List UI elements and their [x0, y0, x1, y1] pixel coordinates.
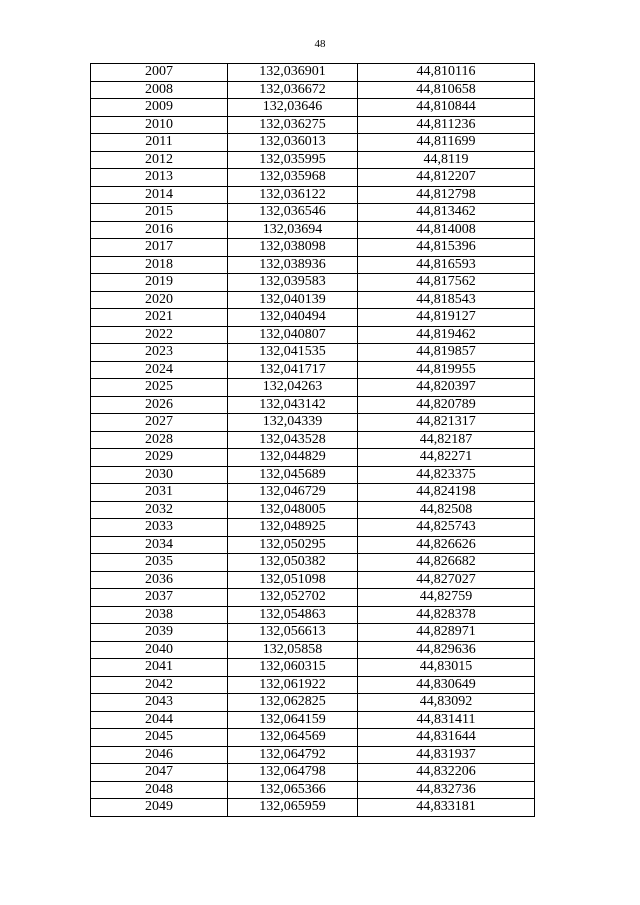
latitude-cell: 44,830649 [358, 676, 535, 694]
table-row [91, 326, 535, 344]
longitude-cell: 132,036901 [228, 64, 358, 82]
table-row [91, 274, 535, 292]
table-row [91, 799, 535, 817]
point-number-cell: 2036 [91, 571, 228, 589]
point-number-cell: 2040 [91, 641, 228, 659]
latitude-cell: 44,831411 [358, 711, 535, 729]
point-number-cell: 2039 [91, 624, 228, 642]
point-number-cell: 2045 [91, 729, 228, 747]
latitude-cell: 44,810658 [358, 81, 535, 99]
point-number-cell: 2012 [91, 151, 228, 169]
longitude-cell: 132,045689 [228, 466, 358, 484]
longitude-cell: 132,062825 [228, 694, 358, 712]
longitude-cell: 132,052702 [228, 589, 358, 607]
point-number-cell: 2020 [91, 291, 228, 309]
table-row [91, 344, 535, 362]
latitude-cell: 44,828378 [358, 606, 535, 624]
longitude-cell: 132,035968 [228, 169, 358, 187]
point-number-cell: 2037 [91, 589, 228, 607]
point-number-cell: 2010 [91, 116, 228, 134]
latitude-cell: 44,823375 [358, 466, 535, 484]
longitude-cell: 132,036546 [228, 204, 358, 222]
point-number-cell: 2025 [91, 379, 228, 397]
table-row [91, 589, 535, 607]
longitude-cell: 132,040139 [228, 291, 358, 309]
longitude-cell: 132,040494 [228, 309, 358, 327]
longitude-cell: 132,040807 [228, 326, 358, 344]
latitude-cell: 44,825743 [358, 519, 535, 537]
table-row [91, 414, 535, 432]
longitude-cell: 132,048005 [228, 501, 358, 519]
point-number-cell: 2023 [91, 344, 228, 362]
longitude-cell: 132,054863 [228, 606, 358, 624]
point-number-cell: 2026 [91, 396, 228, 414]
latitude-cell: 44,828971 [358, 624, 535, 642]
latitude-cell: 44,826682 [358, 554, 535, 572]
latitude-cell: 44,819857 [358, 344, 535, 362]
longitude-cell: 132,035995 [228, 151, 358, 169]
point-number-cell: 2030 [91, 466, 228, 484]
latitude-cell: 44,820397 [358, 379, 535, 397]
longitude-cell: 132,056613 [228, 624, 358, 642]
point-number-cell: 2015 [91, 204, 228, 222]
point-number-cell: 2044 [91, 711, 228, 729]
table-row [91, 431, 535, 449]
table-row [91, 466, 535, 484]
table-row [91, 519, 535, 537]
table-row [91, 291, 535, 309]
point-number-cell: 2048 [91, 781, 228, 799]
longitude-cell: 132,039583 [228, 274, 358, 292]
latitude-cell: 44,82271 [358, 449, 535, 467]
table-row [91, 186, 535, 204]
longitude-cell: 132,04339 [228, 414, 358, 432]
table-row [91, 99, 535, 117]
coordinates-table [90, 63, 535, 817]
latitude-cell: 44,817562 [358, 274, 535, 292]
table-row [91, 134, 535, 152]
point-number-cell: 2022 [91, 326, 228, 344]
point-number-cell: 2029 [91, 449, 228, 467]
latitude-cell: 44,810116 [358, 64, 535, 82]
point-number-cell: 2013 [91, 169, 228, 187]
latitude-cell: 44,83092 [358, 694, 535, 712]
latitude-cell: 44,813462 [358, 204, 535, 222]
table-row [91, 116, 535, 134]
longitude-cell: 132,064792 [228, 746, 358, 764]
point-number-cell: 2019 [91, 274, 228, 292]
point-number-cell: 2028 [91, 431, 228, 449]
point-number-cell: 2032 [91, 501, 228, 519]
longitude-cell: 132,043528 [228, 431, 358, 449]
point-number-cell: 2021 [91, 309, 228, 327]
latitude-cell: 44,812207 [358, 169, 535, 187]
table-row [91, 151, 535, 169]
latitude-cell: 44,821317 [358, 414, 535, 432]
latitude-cell: 44,811699 [358, 134, 535, 152]
longitude-cell: 132,03646 [228, 99, 358, 117]
table-row [91, 659, 535, 677]
longitude-cell: 132,044829 [228, 449, 358, 467]
longitude-cell: 132,061922 [228, 676, 358, 694]
point-number-cell: 2018 [91, 256, 228, 274]
latitude-cell: 44,815396 [358, 239, 535, 257]
point-number-cell: 2031 [91, 484, 228, 502]
table-row [91, 694, 535, 712]
longitude-cell: 132,036275 [228, 116, 358, 134]
point-number-cell: 2034 [91, 536, 228, 554]
point-number-cell: 2035 [91, 554, 228, 572]
latitude-cell: 44,831937 [358, 746, 535, 764]
coordinates-table-body [91, 64, 535, 817]
table-row [91, 81, 535, 99]
latitude-cell: 44,819127 [358, 309, 535, 327]
longitude-cell: 132,050295 [228, 536, 358, 554]
longitude-cell: 132,064798 [228, 764, 358, 782]
point-number-cell: 2046 [91, 746, 228, 764]
point-number-cell: 2008 [91, 81, 228, 99]
point-number-cell: 2038 [91, 606, 228, 624]
longitude-cell: 132,048925 [228, 519, 358, 537]
point-number-cell: 2049 [91, 799, 228, 817]
longitude-cell: 132,065959 [228, 799, 358, 817]
point-number-cell: 2041 [91, 659, 228, 677]
longitude-cell: 132,064159 [228, 711, 358, 729]
latitude-cell: 44,833181 [358, 799, 535, 817]
table-row [91, 501, 535, 519]
latitude-cell: 44,832736 [358, 781, 535, 799]
latitude-cell: 44,819955 [358, 361, 535, 379]
longitude-cell: 132,043142 [228, 396, 358, 414]
point-number-cell: 2043 [91, 694, 228, 712]
longitude-cell: 132,05858 [228, 641, 358, 659]
table-row [91, 361, 535, 379]
latitude-cell: 44,826626 [358, 536, 535, 554]
table-row [91, 536, 535, 554]
table-row [91, 396, 535, 414]
table-row [91, 449, 535, 467]
latitude-cell: 44,832206 [358, 764, 535, 782]
longitude-cell: 132,038936 [228, 256, 358, 274]
latitude-cell: 44,831644 [358, 729, 535, 747]
longitude-cell: 132,051098 [228, 571, 358, 589]
table-row [91, 204, 535, 222]
longitude-cell: 132,03694 [228, 221, 358, 239]
longitude-cell: 132,064569 [228, 729, 358, 747]
table-row [91, 746, 535, 764]
point-number-cell: 2011 [91, 134, 228, 152]
table-row [91, 379, 535, 397]
longitude-cell: 132,065366 [228, 781, 358, 799]
latitude-cell: 44,829636 [358, 641, 535, 659]
point-number-cell: 2024 [91, 361, 228, 379]
table-row [91, 239, 535, 257]
longitude-cell: 132,038098 [228, 239, 358, 257]
latitude-cell: 44,810844 [358, 99, 535, 117]
page-number: 48 [314, 38, 326, 50]
latitude-cell: 44,816593 [358, 256, 535, 274]
latitude-cell: 44,824198 [358, 484, 535, 502]
table-row [91, 676, 535, 694]
latitude-cell: 44,812798 [358, 186, 535, 204]
table-row [91, 711, 535, 729]
longitude-cell: 132,041717 [228, 361, 358, 379]
table-row [91, 624, 535, 642]
point-number-cell: 2047 [91, 764, 228, 782]
latitude-cell: 44,82508 [358, 501, 535, 519]
latitude-cell: 44,82187 [358, 431, 535, 449]
latitude-cell: 44,818543 [358, 291, 535, 309]
table-row [91, 764, 535, 782]
table-row [91, 729, 535, 747]
point-number-cell: 2042 [91, 676, 228, 694]
table-row [91, 256, 535, 274]
table-row [91, 484, 535, 502]
longitude-cell: 132,036013 [228, 134, 358, 152]
point-number-cell: 2007 [91, 64, 228, 82]
table-row [91, 221, 535, 239]
longitude-cell: 132,060315 [228, 659, 358, 677]
point-number-cell: 2009 [91, 99, 228, 117]
point-number-cell: 2027 [91, 414, 228, 432]
longitude-cell: 132,036672 [228, 81, 358, 99]
table-row [91, 554, 535, 572]
table-row [91, 169, 535, 187]
latitude-cell: 44,814008 [358, 221, 535, 239]
longitude-cell: 132,050382 [228, 554, 358, 572]
point-number-cell: 2016 [91, 221, 228, 239]
longitude-cell: 132,046729 [228, 484, 358, 502]
table-row [91, 309, 535, 327]
longitude-cell: 132,036122 [228, 186, 358, 204]
table-row [91, 781, 535, 799]
latitude-cell: 44,8119 [358, 151, 535, 169]
latitude-cell: 44,82759 [358, 589, 535, 607]
latitude-cell: 44,819462 [358, 326, 535, 344]
point-number-cell: 2033 [91, 519, 228, 537]
table-row [91, 641, 535, 659]
longitude-cell: 132,041535 [228, 344, 358, 362]
table-row [91, 606, 535, 624]
point-number-cell: 2017 [91, 239, 228, 257]
table-row [91, 64, 535, 82]
point-number-cell: 2014 [91, 186, 228, 204]
latitude-cell: 44,820789 [358, 396, 535, 414]
latitude-cell: 44,83015 [358, 659, 535, 677]
table-row [91, 571, 535, 589]
latitude-cell: 44,811236 [358, 116, 535, 134]
longitude-cell: 132,04263 [228, 379, 358, 397]
latitude-cell: 44,827027 [358, 571, 535, 589]
